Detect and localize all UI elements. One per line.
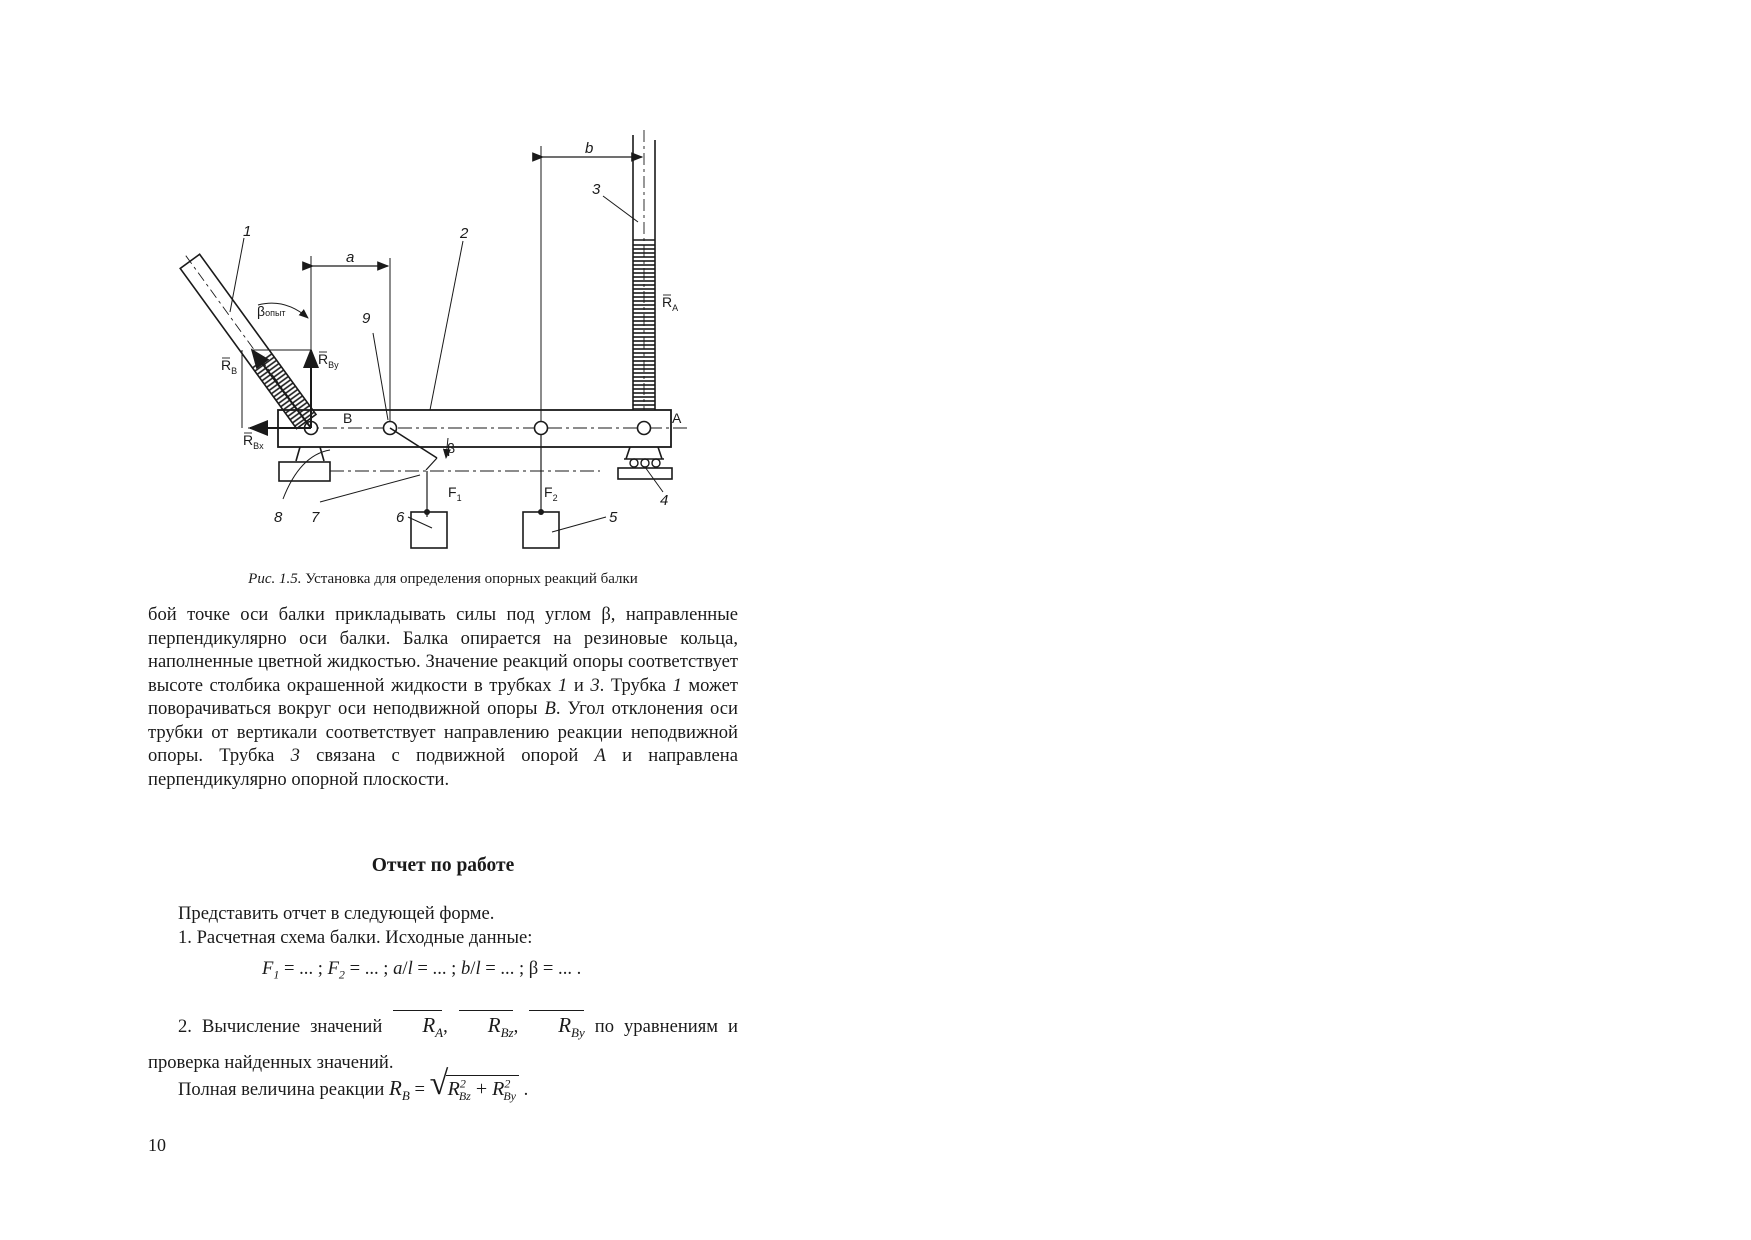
report-item-2: 2. Вычисление значений $R_A$, $R_{Bz}$, $R_{By}$ по уравнениям и проверка найденных значений. (148, 1010, 738, 1078)
beam-support-figure (0, 0, 1751, 565)
inclined-rod (390, 428, 437, 458)
body-paragraph: бой точке оси балки прикладывать силы под углом β, направленные перпендикулярно оси балки. Балка опирается на резиновые кольца, наполненные цветной жидкостью. Значение реакций опоры соответствует высоте столбика окрашенной жидкости в трубках 1 и 3. Трубка 1 может поворачиваться вокруг оси неподвижной опоры B. Угол отклонения оси трубки от вертикали соответствует направлению реакции неподвижной опоры. Трубка 3 связана с подвижной опорой A и направлена перпендикулярно опорной плоскости. (148, 604, 739, 790)
label-8: 8 (274, 509, 283, 526)
figure-caption (150, 571, 736, 588)
roller-2 (641, 459, 649, 467)
tube-3-fluid (633, 244, 655, 409)
R-A-symbol: $R_A$ (392, 1010, 443, 1048)
initial-data-formula: $F_1$ = ... ; $F_2$ = ... ; a/l = ... ; b/l = ... ; β = ... . (262, 958, 582, 982)
weight-6 (411, 512, 447, 548)
leader-7 (320, 475, 420, 502)
label-F2: $F_2$ (544, 484, 558, 503)
section-title: Отчет по работе (371, 855, 515, 876)
label-point-A: A (672, 410, 682, 426)
label-F1: $F_1$ (448, 484, 462, 503)
label-9: 9 (362, 310, 371, 327)
label-beta-exp: βопыт (257, 303, 286, 319)
label-3: 3 (592, 181, 601, 198)
hole-F2 (535, 422, 548, 435)
report-intro: Представить отчет в следующей форме. (178, 903, 495, 924)
label-7: 7 (311, 509, 320, 526)
fixed-support-base (279, 462, 330, 481)
dim-a-label: a (346, 249, 355, 266)
R-By-symbol: $R_{By}$ (528, 1010, 585, 1048)
label-R-By: $R_{By}$ (318, 351, 339, 370)
label-R-B: $R_B$ (221, 357, 238, 376)
full-reaction-formula: Полная величина реакции $R_B$ = √ $R^2_{Bz} + R^2_{By}$ . (178, 1065, 529, 1104)
movable-support-base (618, 468, 672, 479)
leader-2 (430, 241, 463, 410)
leader-5 (552, 517, 606, 532)
roller-1 (630, 459, 638, 467)
tube-1 (176, 249, 321, 435)
page-number: 10 (148, 1135, 166, 1155)
label-4: 4 (660, 492, 669, 509)
dim-b-label: b (585, 140, 594, 157)
hole-A (638, 422, 651, 435)
caption-text: Установка для определения опорных реакций балки (301, 571, 638, 587)
roller-3 (652, 459, 660, 467)
label-point-B: B (343, 410, 353, 426)
rod-arm (426, 458, 437, 470)
R-Bz-symbol: $R_{Bz}$ (458, 1010, 514, 1048)
weight-5 (523, 512, 559, 548)
label-R-Bx: $R_{Bx}$ (243, 432, 264, 451)
leader-9 (373, 333, 388, 420)
label-2: 2 (460, 225, 469, 242)
R-B-arrow (252, 350, 311, 428)
label-5: 5 (609, 509, 618, 526)
label-6: 6 (396, 509, 405, 526)
sqrt-expression: √ $R^2_{Bz} + R^2_{By}$ (430, 1076, 519, 1104)
leader-1 (230, 238, 244, 312)
report-item-1: 1. Расчетная схема балки. Исходные данные: (178, 927, 533, 948)
label-beta: β (447, 440, 456, 456)
caption-prefix: Рис. 1.5. (248, 571, 302, 587)
movable-support-A (624, 447, 664, 459)
label-1: 1 (243, 223, 252, 240)
label-R-A: $R_A$ (662, 294, 679, 313)
